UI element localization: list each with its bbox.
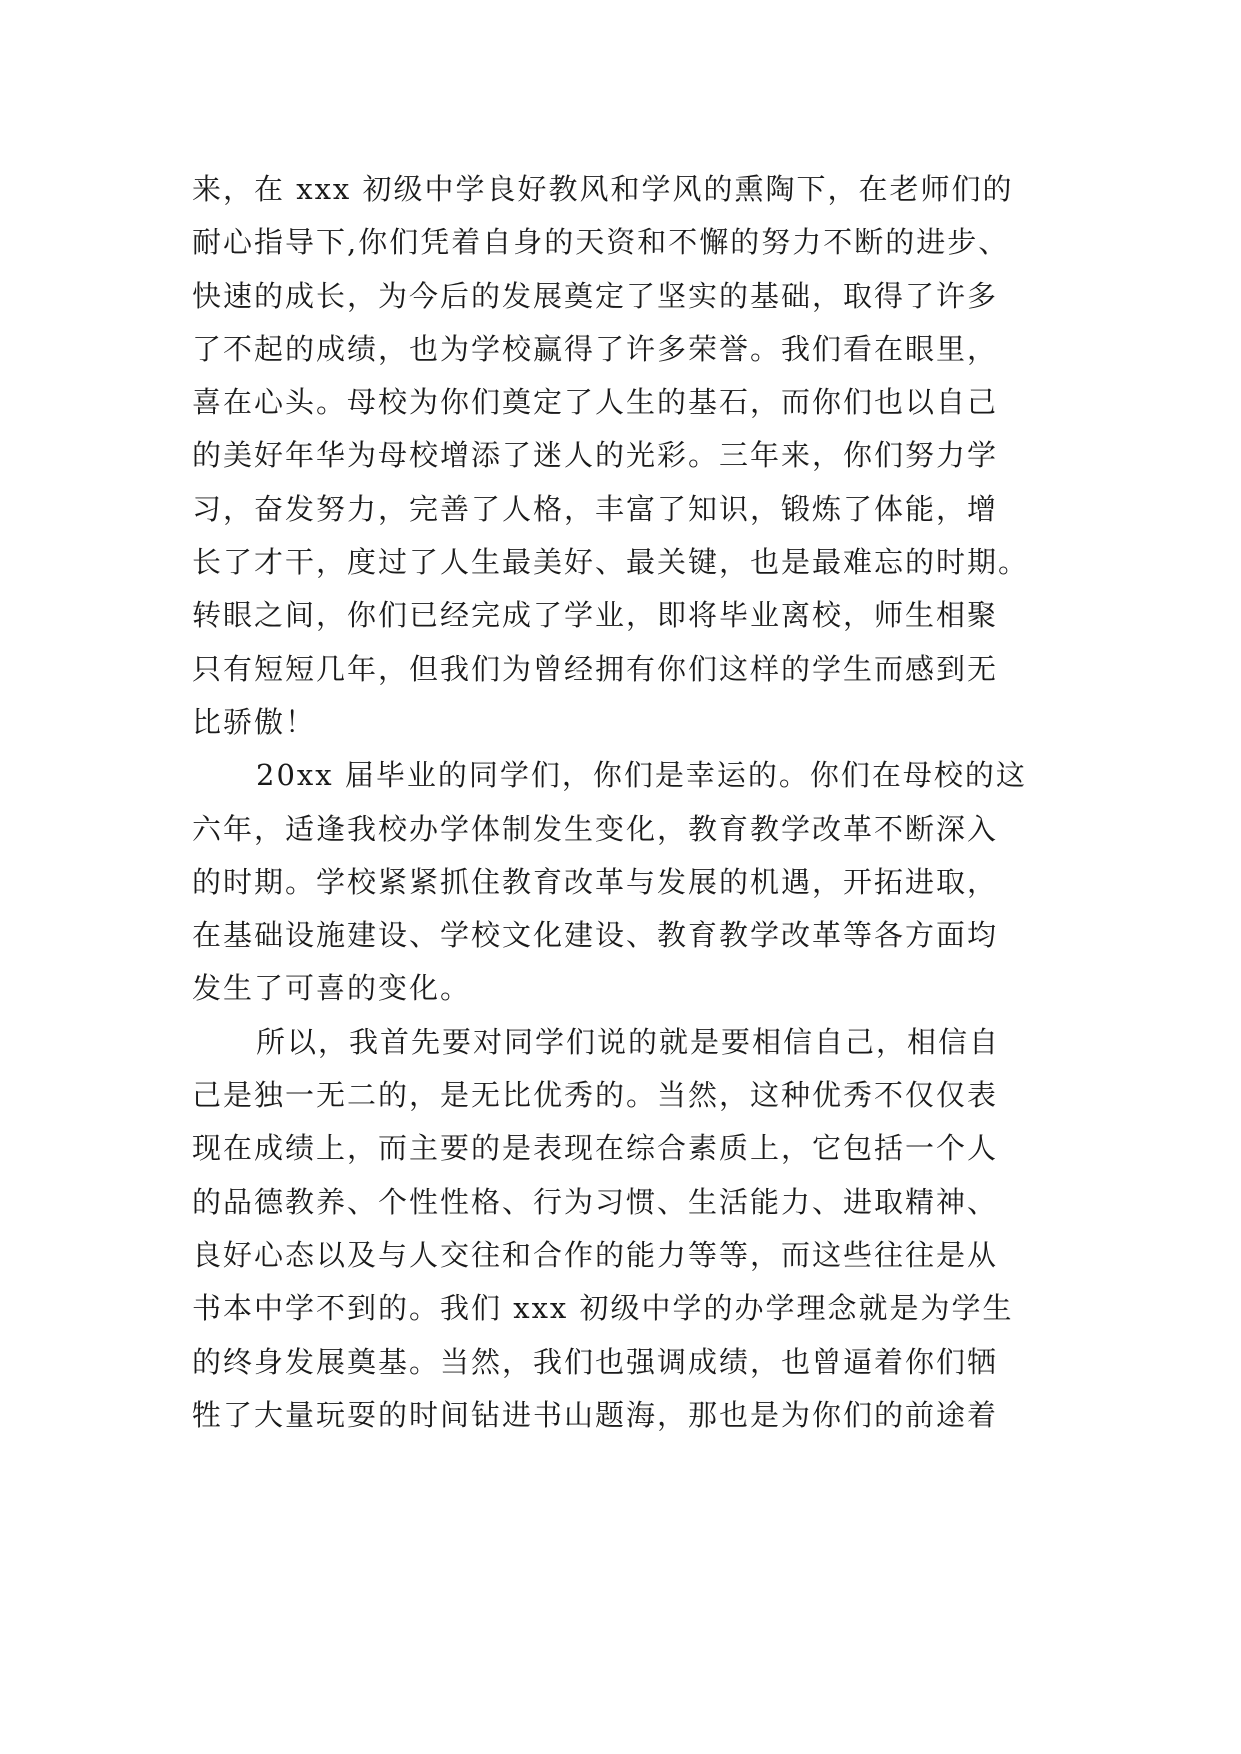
- text-line: 现在成绩上，而主要的是表现在综合素质上，它包括一个人: [192, 1131, 999, 1166]
- text-line: 的品德教养、个性性格、行为习惯、生活能力、进取精神、: [192, 1184, 999, 1219]
- text-line: 快速的成长，为今后的发展奠定了坚实的基础，取得了许多: [192, 278, 999, 313]
- paragraph-first-line: 所以，我首先要对同学们说的就是要相信自己，相信自: [256, 1024, 1001, 1059]
- text-line: 己是独一无二的，是无比优秀的。当然，这种优秀不仅仅表: [192, 1078, 999, 1113]
- text-line: 耐心指导下,你们凭着自身的天资和不懈的努力不断的进步、: [192, 225, 1010, 260]
- text-line: 的美好年华为母校增添了迷人的光彩。三年来，你们努力学: [192, 438, 999, 473]
- text-line: 六年，适逢我校办学体制发生变化，教育教学改革不断深入: [192, 811, 999, 846]
- text-line: 来，在 xxx 初级中学良好教风和学风的熏陶下，在老师们的: [192, 172, 1014, 206]
- text-line: 只有短短几年，但我们为曾经拥有你们这样的学生而感到无: [192, 651, 999, 686]
- text-line: 的终身发展奠基。当然，我们也强调成绩，也曾逼着你们牺: [192, 1344, 999, 1379]
- text-line: 的时期。学校紧紧抓住教育改革与发展的机遇，开拓进取，: [192, 864, 999, 899]
- text-line: 喜在心头。母校为你们奠定了人生的基石，而你们也以自己: [192, 385, 999, 420]
- text-line: 发生了可喜的变化。: [192, 971, 472, 1006]
- text-line: 长了才干，度过了人生最美好、最关键，也是最难忘的时期。: [192, 545, 1030, 580]
- document-body: [192, 163, 1092, 1442]
- text-line: 转眼之间，你们已经完成了学业，即将毕业离校，师生相聚: [192, 598, 999, 633]
- paragraph-first-line: 20xx 届毕业的同学们，你们是幸运的。你们在母校的这: [256, 758, 1027, 793]
- text-line: 牲了大量玩耍的时间钻进书山题海，那也是为你们的前途着: [192, 1397, 999, 1432]
- text-line: 比骄傲！: [192, 704, 317, 739]
- text-line: 在基础设施建设、学校文化建设、教育教学改革等各方面均: [192, 918, 999, 953]
- text-line: 习，奋发努力，完善了人格，丰富了知识，锻炼了体能，增: [192, 491, 999, 526]
- text-line: 了不起的成绩，也为学校赢得了许多荣誉。我们看在眼里，: [192, 331, 999, 366]
- text-line: 书本中学不到的。我们 xxx 初级中学的办学理念就是为学生: [192, 1291, 1014, 1326]
- text-line: 良好心态以及与人交往和合作的能力等等，而这些往往是从: [192, 1237, 999, 1272]
